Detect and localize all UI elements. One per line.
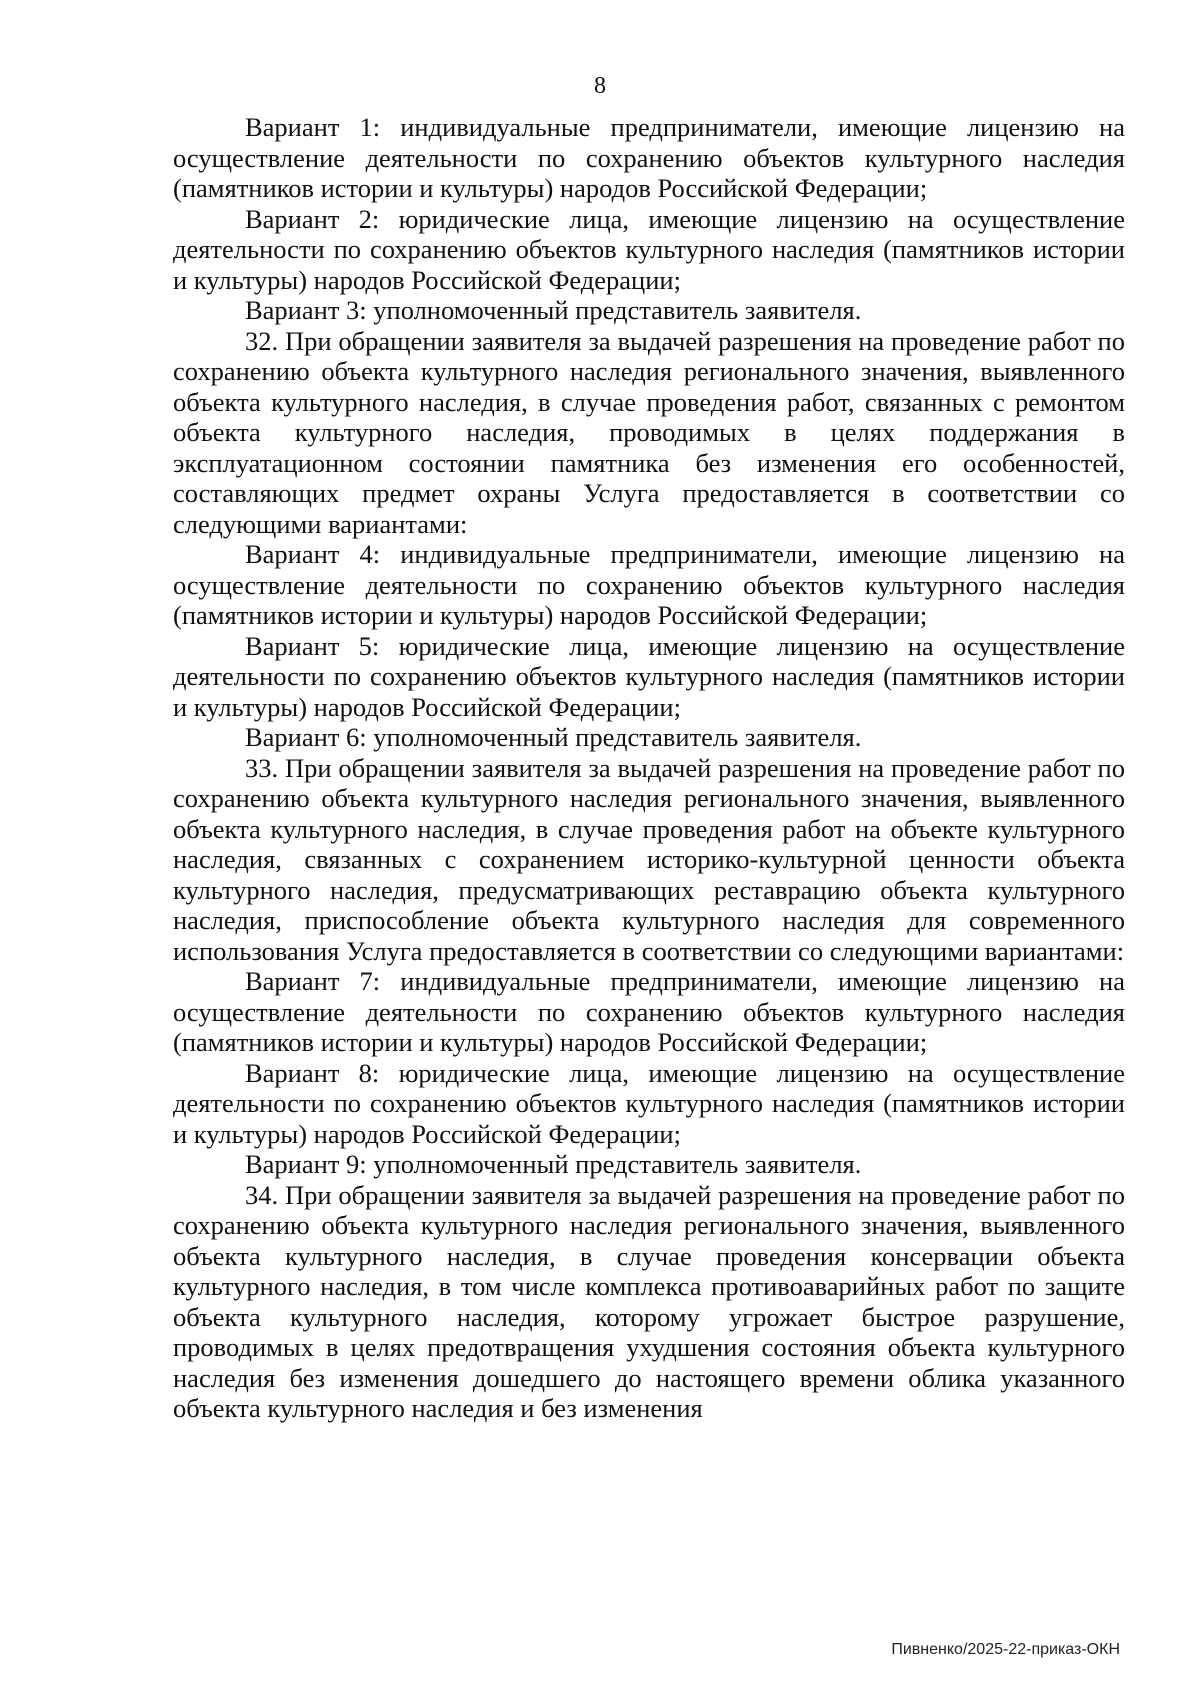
paragraph-clause-33: 33. При обращении заявителя за выдачей разрешения на проведение работ по сохранению объекта культурного наследия регионального значения, выявленного объекта культурного наследия, в случае проведения работ на объекте культурного наследия, связанных с сохранением историко-культурной ценности объекта культурного наследия, предусматривающих реставрацию объекта культурного наследия, приспособление объекта культурного наследия для современного использования Услуга предоставляется в соответствии со следующими вариантами: bbox=[173, 752, 1125, 966]
paragraph-clause-34: 34. При обращении заявителя за выдачей разрешения на проведение работ по сохранению объекта культурного наследия регионального значения, выявленного объекта культурного наследия, в случае проведения консервации объекта культурного наследия, в том числе комплекса противоаварийных работ по защите объекта культурного наследия, которому угрожает быстрое разрушение, проводимых в целях предотвращения ухудшения состояния объекта культурного наследия без изменения дошедшего до настоящего времени облика указанного объекта культурного наследия и без изменения bbox=[173, 1179, 1125, 1423]
paragraph-variant-6: Вариант 6: уполномоченный представитель заявителя. bbox=[245, 722, 862, 752]
paragraph-variant-4: Вариант 4: индивидуальные предприниматели, имеющие лицензию на осуществление деятельности по сохранению объектов культурного наследия (памятников истории и культуры) народов Российской Федерации; bbox=[173, 539, 1125, 630]
paragraph-variant-8: Вариант 8: юридические лица, имеющие лицензию на осуществление деятельности по сохранению объектов культурного наследия (памятников истории и культуры) народов Российской Федерации; bbox=[173, 1057, 1125, 1149]
paragraph-clause-32: 32. При обращении заявителя за выдачей разрешения на проведение работ по сохранению объекта культурного наследия регионального значения, выявленного объекта культурного наследия, в случае проведения работ, связанных с ремонтом объекта культурного наследия, проводимых в целях поддержания в эксплуатационном состоянии памятника без изменения его особенностей, составляющих предмет охраны Услуга предоставляется в соответствии со следующими вариантами: bbox=[173, 325, 1125, 539]
paragraph-variant-3: Вариант 3: уполномоченный представитель заявителя. bbox=[245, 295, 862, 325]
paragraph-variant-5: Вариант 5: юридические лица, имеющие лицензию на осуществление деятельности по сохранению объектов культурного наследия (памятников истории и культуры) народов Российской Федерации; bbox=[173, 630, 1125, 722]
paragraph-variant-7: Вариант 7: индивидуальные предприниматели, имеющие лицензию на осуществление деятельности по сохранению объектов культурного наследия (памятников истории и культуры) народов Российской Федерации; bbox=[173, 966, 1125, 1057]
paragraph-variant-2: Вариант 2: юридические лица, имеющие лицензию на осуществление деятельности по сохранению объектов культурного наследия (памятников истории и культуры) народов Российской Федерации; bbox=[173, 203, 1125, 295]
paragraph-variant-1: Вариант 1: индивидуальные предприниматели, имеющие лицензию на осуществление деятельности по сохранению объектов культурного наследия (памятников истории и культуры) народов Российской Федерации; bbox=[173, 112, 1125, 203]
paragraph-variant-9: Вариант 9: уполномоченный представитель заявителя. bbox=[245, 1149, 862, 1179]
document-body bbox=[173, 112, 1125, 1424]
page-number: 8 bbox=[594, 73, 606, 99]
document-footer-reference: Пивненко/2025-22-приказ-ОКН bbox=[891, 1641, 1120, 1658]
